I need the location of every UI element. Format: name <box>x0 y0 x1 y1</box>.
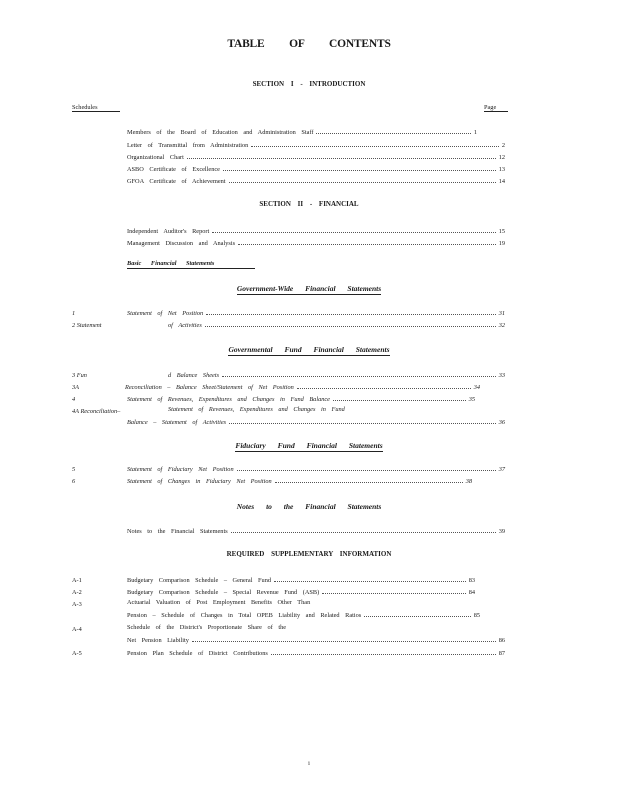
dot-leader <box>316 132 470 134</box>
statement-number: 3 Fun <box>72 372 87 379</box>
toc-entry[interactable] <box>127 307 505 317</box>
statement-number: 2 Statement <box>72 322 102 329</box>
toc-entry-page: 15 <box>498 228 505 235</box>
toc-entry-page: 12 <box>498 154 505 161</box>
basic-statements-heading: Basic Financial Statements <box>127 260 255 269</box>
dot-leader <box>229 181 496 183</box>
toc-entry-page: 83 <box>468 577 475 584</box>
toc-entry-page: 13 <box>498 166 505 173</box>
toc-entry-page: 36 <box>498 419 505 426</box>
dot-leader <box>206 313 496 315</box>
toc-entry-text: Statement of Fiduciary Net Position <box>127 466 234 473</box>
toc-entry-text: Organizational Chart <box>127 154 184 161</box>
toc-entry[interactable] <box>127 163 505 173</box>
schedules-column-label: Schedules <box>72 104 120 112</box>
toc-entry[interactable] <box>127 175 505 185</box>
toc-entry-text-continued: Balance – Statement of Activities <box>127 419 227 426</box>
toc-entry-page: 32 <box>498 322 505 329</box>
dot-leader <box>187 157 496 159</box>
toc-entry[interactable] <box>127 647 505 657</box>
dot-leader <box>322 592 465 594</box>
toc-entry-page: 39 <box>498 528 505 535</box>
toc-entry-page: 19 <box>498 240 505 247</box>
dot-leader <box>231 531 496 533</box>
toc-entry[interactable] <box>127 609 480 619</box>
toc-entry-page: 38 <box>465 478 472 485</box>
toc-entry[interactable] <box>127 574 475 584</box>
toc-entry-text: Statement of Net Position <box>127 310 204 317</box>
toc-entry[interactable] <box>125 381 480 391</box>
section-rsi-heading: REQUIRED SUPPLEMENTARY INFORMATION <box>226 550 392 558</box>
toc-entry[interactable] <box>127 586 475 596</box>
statement-number: 1 <box>72 310 76 317</box>
toc-entry-text: Actuarial Valuation of Post Employment Benefits Other Than <box>127 599 311 606</box>
toc-entry-page: 84 <box>468 589 475 596</box>
toc-entry[interactable] <box>127 225 505 235</box>
governmental-fund-heading-text: Governmental Fund Financial Statements <box>228 345 390 354</box>
toc-entry-page: 34 <box>473 384 480 391</box>
dot-leader <box>275 481 463 483</box>
toc-entry-page: 87 <box>498 650 505 657</box>
toc-entry-text: Pension Plan Schedule of District Contributions <box>127 650 268 657</box>
dot-leader <box>212 231 495 233</box>
toc-entry[interactable] <box>127 475 472 485</box>
toc-entry-text: Statement of Changes in Fiduciary Net Position <box>127 478 272 485</box>
dot-leader <box>238 243 496 245</box>
dot-leader <box>229 422 496 424</box>
toc-entry-text: Independent Auditor's Report <box>127 228 210 235</box>
toc-entry-text: Members of the Board of Education and Administration Staff <box>127 129 314 136</box>
dot-leader <box>223 169 496 171</box>
dot-leader <box>192 640 496 642</box>
dot-leader <box>274 580 466 582</box>
statement-number: 5 <box>72 466 76 473</box>
toc-entry-text: Reconciliation – Balance Sheet/Statement of Net Position <box>125 384 294 391</box>
toc-entry[interactable] <box>127 634 505 644</box>
fiduciary-fund-heading-text: Fiduciary Fund Financial Statements <box>235 441 383 450</box>
page-column-label: Page <box>484 104 508 112</box>
government-wide-heading-text: Government-Wide Financial Statements <box>236 284 382 293</box>
toc-entry[interactable] <box>127 525 505 535</box>
government-wide-heading <box>0 284 618 293</box>
schedule-number: A-1 <box>72 577 82 584</box>
toc-entry[interactable] <box>168 369 505 379</box>
dot-leader <box>271 653 496 655</box>
statement-number: 4A Reconciliation– <box>72 408 121 415</box>
dot-leader <box>205 325 496 327</box>
toc-entry-page: 85 <box>473 612 480 619</box>
toc-entry-text: GFOA Certificate of Achievement <box>127 178 226 185</box>
dot-leader <box>297 387 471 389</box>
dot-leader <box>364 615 470 617</box>
toc-entry-page: 86 <box>498 637 505 644</box>
toc-entry-text-continued: Pension – Schedule of Changes in Total OPEB Liability and Related Ratios <box>127 612 362 619</box>
toc-entry-page: 1 <box>473 129 477 136</box>
section-intro-heading: SECTION I - INTRODUCTION <box>252 80 366 88</box>
fiduciary-fund-heading <box>0 441 618 450</box>
schedule-number: A-4 <box>72 626 82 633</box>
toc-entry-page: 14 <box>498 178 505 185</box>
toc-entry-text: Notes to the Financial Statements <box>127 528 228 535</box>
toc-entry[interactable] <box>127 151 505 161</box>
toc-entry[interactable] <box>127 237 505 247</box>
dot-leader <box>333 399 466 401</box>
schedule-number: A-3 <box>72 601 82 608</box>
toc-entry-text: Statement of Revenues, Expenditures and Changes in Fund <box>168 406 345 413</box>
page-title: TABLE OF CONTENTS <box>227 38 391 50</box>
toc-entry-page: 31 <box>498 310 505 317</box>
dot-leader <box>251 145 499 147</box>
toc-entry-page: 37 <box>498 466 505 473</box>
toc-entry-text: d Balance Sheets <box>168 372 220 379</box>
schedule-number: A-2 <box>72 589 82 596</box>
page-number-footer: i <box>308 760 310 767</box>
statement-number: 4 <box>72 396 76 403</box>
toc-entry-text: ASBO Certificate of Excellence <box>127 166 220 173</box>
toc-entry[interactable] <box>127 139 505 149</box>
toc-entry-text: Statement of Revenues, Expenditures and Changes in Fund Balance <box>127 396 330 403</box>
statement-number: 3A <box>72 384 79 391</box>
toc-entry[interactable] <box>127 126 477 136</box>
notes-heading <box>0 502 618 511</box>
toc-entry-text: Management Discussion and Analysis <box>127 240 236 247</box>
toc-entry-text-continued: Net Pension Liability <box>127 637 189 644</box>
toc-entry-text: Budgetary Comparison Schedule – Special Revenue Fund (ASB) <box>127 589 320 596</box>
toc-entry[interactable] <box>127 463 505 473</box>
notes-heading-text: Notes to the Financial Statements <box>236 502 382 511</box>
toc-entry[interactable] <box>127 393 475 403</box>
section-financial-heading: SECTION II - FINANCIAL <box>259 200 359 208</box>
toc-entry-text: Budgetary Comparison Schedule – General Fund <box>127 577 271 584</box>
toc-entry-page: 33 <box>498 372 505 379</box>
toc-entry[interactable] <box>127 416 505 426</box>
toc-entry[interactable] <box>168 319 505 329</box>
toc-entry-text: Schedule of the District's Proportionate Share of the <box>127 624 287 631</box>
schedule-number: A-5 <box>72 650 82 657</box>
toc-entry-page: 2 <box>501 142 505 149</box>
statement-number: 6 <box>72 478 76 485</box>
toc-entry-text: of Activities <box>168 322 202 329</box>
dot-leader <box>222 375 496 377</box>
toc-entry-text: Letter of Transmittal from Administration <box>127 142 249 149</box>
dot-leader <box>237 469 496 471</box>
governmental-fund-heading <box>0 345 618 354</box>
toc-entry-page: 35 <box>468 396 475 403</box>
